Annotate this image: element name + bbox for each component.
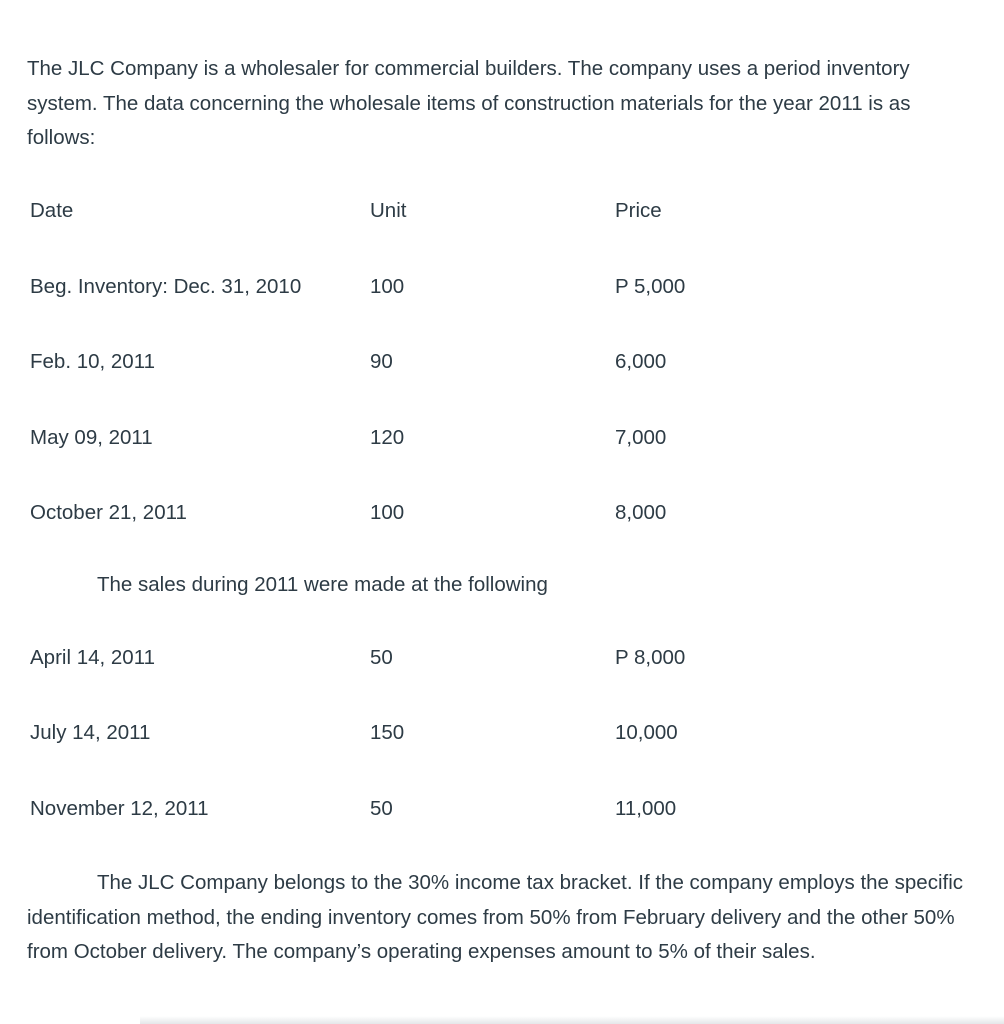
- purchase-date: May 09, 2011: [30, 426, 153, 449]
- purchase-price: P 5,000: [615, 275, 686, 298]
- purchase-price: 8,000: [615, 501, 667, 524]
- purchase-unit: 120: [370, 426, 405, 449]
- purchase-date: Beg. Inventory: Dec. 31, 2010: [30, 275, 302, 298]
- bottom-shadow-divider: [140, 1016, 1004, 1024]
- sale-price: P 8,000: [615, 646, 686, 669]
- sale-unit: 50: [370, 646, 393, 669]
- sale-date: November 12, 2011: [30, 797, 209, 820]
- purchase-price: 6,000: [615, 350, 667, 373]
- sale-price: 11,000: [615, 797, 677, 820]
- intro-paragraph: The JLC Company is a wholesaler for commercial builders. The company uses a period inventory system. The data concerning the wholesale items of construction materials for the year 2011 is as follows:: [27, 57, 911, 149]
- sale-unit: 150: [370, 721, 405, 744]
- closing-paragraph: The JLC Company belongs to the 30% income tax bracket. If the company employs the specific identification method, the ending inventory comes from 50% from February delivery and the other 50% from October delivery. The company’s operating expenses amount to 5% of their sales.: [27, 871, 963, 963]
- header-date: Date: [30, 199, 74, 222]
- header-unit: Unit: [370, 199, 407, 222]
- sale-unit: 50: [370, 797, 393, 820]
- purchase-unit: 90: [370, 350, 393, 373]
- purchase-price: 7,000: [615, 426, 667, 449]
- sale-date: April 14, 2011: [30, 646, 155, 669]
- sales-heading: The sales during 2011 were made at the following: [97, 573, 548, 596]
- header-price: Price: [615, 199, 662, 222]
- sale-price: 10,000: [615, 721, 678, 744]
- purchase-date: Feb. 10, 2011: [30, 350, 155, 373]
- sale-date: July 14, 2011: [30, 721, 151, 744]
- purchase-unit: 100: [370, 501, 405, 524]
- purchase-date: October 21, 2011: [30, 501, 187, 524]
- purchase-unit: 100: [370, 275, 405, 298]
